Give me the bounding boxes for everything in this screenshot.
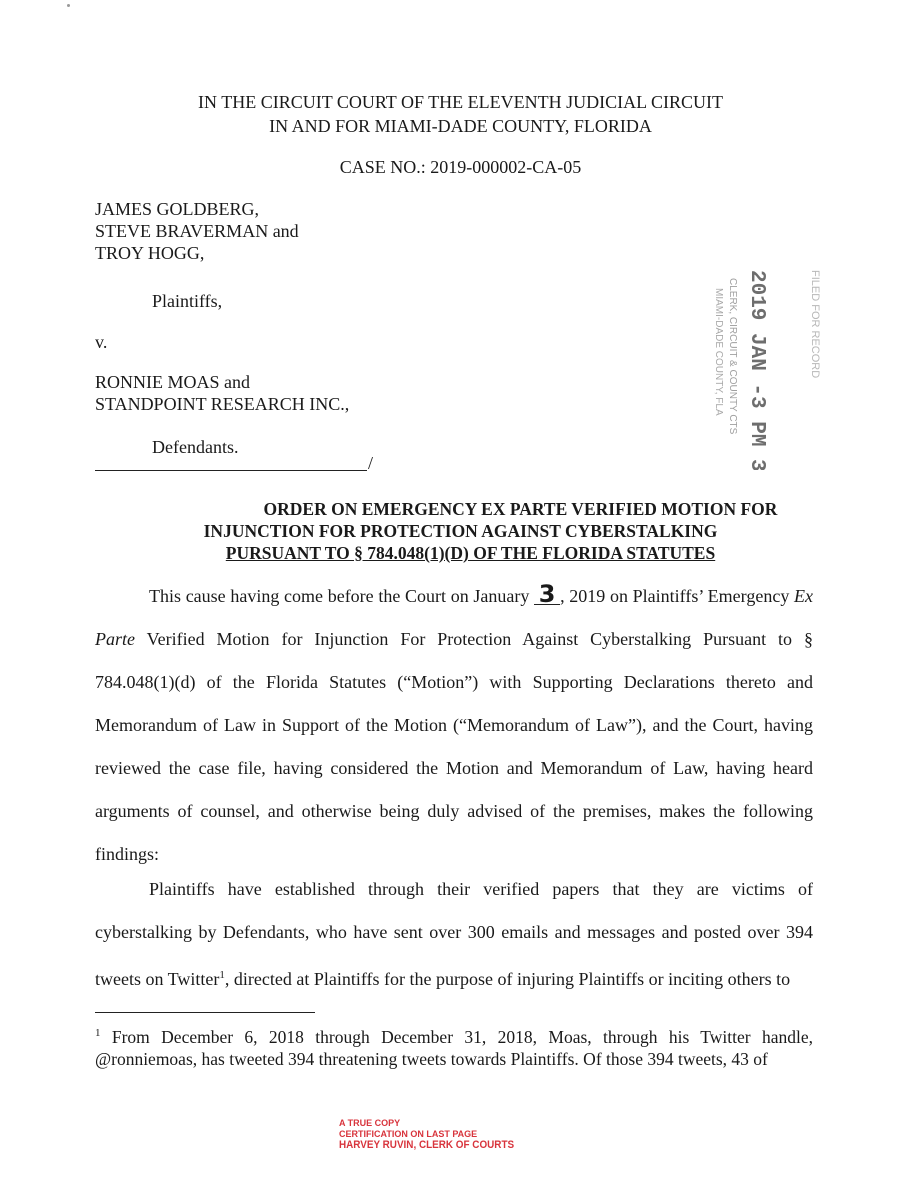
p2-text-b: , directed at Plaintiffs for the purpose of injuring Plaintiffs or inciting others to <box>224 969 791 989</box>
court-line-2: IN AND FOR MIAMI-DADE COUNTY, FLORIDA <box>269 116 652 136</box>
footnote-ref: 1 <box>219 969 225 981</box>
true-copy-line-2: CERTIFICATION ON LAST PAGE <box>339 1129 478 1139</box>
defendants-label: Defendants. <box>152 437 239 457</box>
footnote-rule <box>95 1012 315 1013</box>
p1-text-a: This cause having come before the Court on January <box>149 586 535 606</box>
plaintiff-name: JAMES GOLDBERG, <box>95 199 260 219</box>
caption-rule <box>95 470 367 471</box>
order-title <box>0 498 921 564</box>
plaintiff-name: TROY HOGG, <box>95 243 205 263</box>
true-copy-line-3: HARVEY RUVIN, CLERK OF COURTS <box>339 1139 515 1151</box>
footnote <box>95 1022 813 1070</box>
caption-slash: / <box>368 453 374 473</box>
p1-text-c: Verified Motion for Injunction For Protection Against Cyberstalking Pursuant to § 784.048(1)(d) of the Florida Statutes (“Motion”) with Supporting Declarations thereto and Memorandum of Law in Support of the Motion (“Memorandum of Law”), and the Court, having reviewed the case file, having considered the Motion and Memorandum of Law, having heard arguments of counsel, and otherwise being duly advised of the premises, makes the following findings: <box>95 629 813 864</box>
true-copy-line-1: A TRUE COPY <box>339 1118 401 1128</box>
footnote-text: From December 6, 2018 through December 31, 2018, Moas, through his Twitter handle, @ronniemoas, has tweeted 394 threatening tweets towards Plaintiffs. Of those 394 tweets, 43 of <box>95 1026 813 1069</box>
defendant-name: RONNIE MOAS and <box>95 372 250 392</box>
filing-stamp-graphic <box>690 270 880 470</box>
paragraph-2 <box>95 868 813 1001</box>
stamp-date: 2019 JAN -3 PM 3: 30 <box>745 270 768 470</box>
court-caption <box>0 90 921 138</box>
p2-text-a: Plaintiffs have established through their verified papers that they are victims of cyberstalking by Defendants, who have sent over 300 emails and messages and posted over 394 tweets on Twitter <box>95 879 813 989</box>
order-title-line-1: ORDER ON EMERGENCY EX PARTE VERIFIED MOTION FOR <box>263 499 778 519</box>
order-title-line-3: PURSUANT TO § 784.048(1)(D) OF THE FLORIDA STATUTES <box>225 543 716 563</box>
scan-speck <box>67 4 70 7</box>
stamp-filed-line: FILED FOR RECORD <box>809 270 821 379</box>
plaintiff-name: STEVE BRAVERMAN and <box>95 221 299 241</box>
handwritten-day: 3 <box>534 584 560 605</box>
ex-parte-italic: Ex Parte <box>95 586 813 649</box>
stamp-clerk-line-2: MIAMI-DADE COUNTY, FLA <box>713 288 724 416</box>
filing-stamp <box>690 270 880 470</box>
plaintiffs-label: Plaintiffs, <box>152 291 223 311</box>
paragraph-1 <box>95 575 813 876</box>
stamp-clerk-line-1: CLERK, CIRCUIT & COUNTY CTS <box>727 278 738 435</box>
true-copy-stamp <box>339 1118 534 1151</box>
footnote-mark: 1 <box>95 1027 101 1039</box>
plaintiffs-list <box>95 198 299 264</box>
order-title-line-2: INJUNCTION FOR PROTECTION AGAINST CYBERSTALKING <box>203 521 718 541</box>
versus-label: v. <box>95 332 108 352</box>
court-line-1: IN THE CIRCUIT COURT OF THE ELEVENTH JUDICIAL CIRCUIT <box>198 92 723 112</box>
defendants-list <box>95 371 349 415</box>
defendant-name: STANDPOINT RESEARCH INC., <box>95 394 350 414</box>
p1-text-b: , 2019 on Plaintiffs’ Emergency <box>560 586 795 606</box>
case-number: CASE NO.: 2019-000002-CA-05 <box>339 157 582 177</box>
